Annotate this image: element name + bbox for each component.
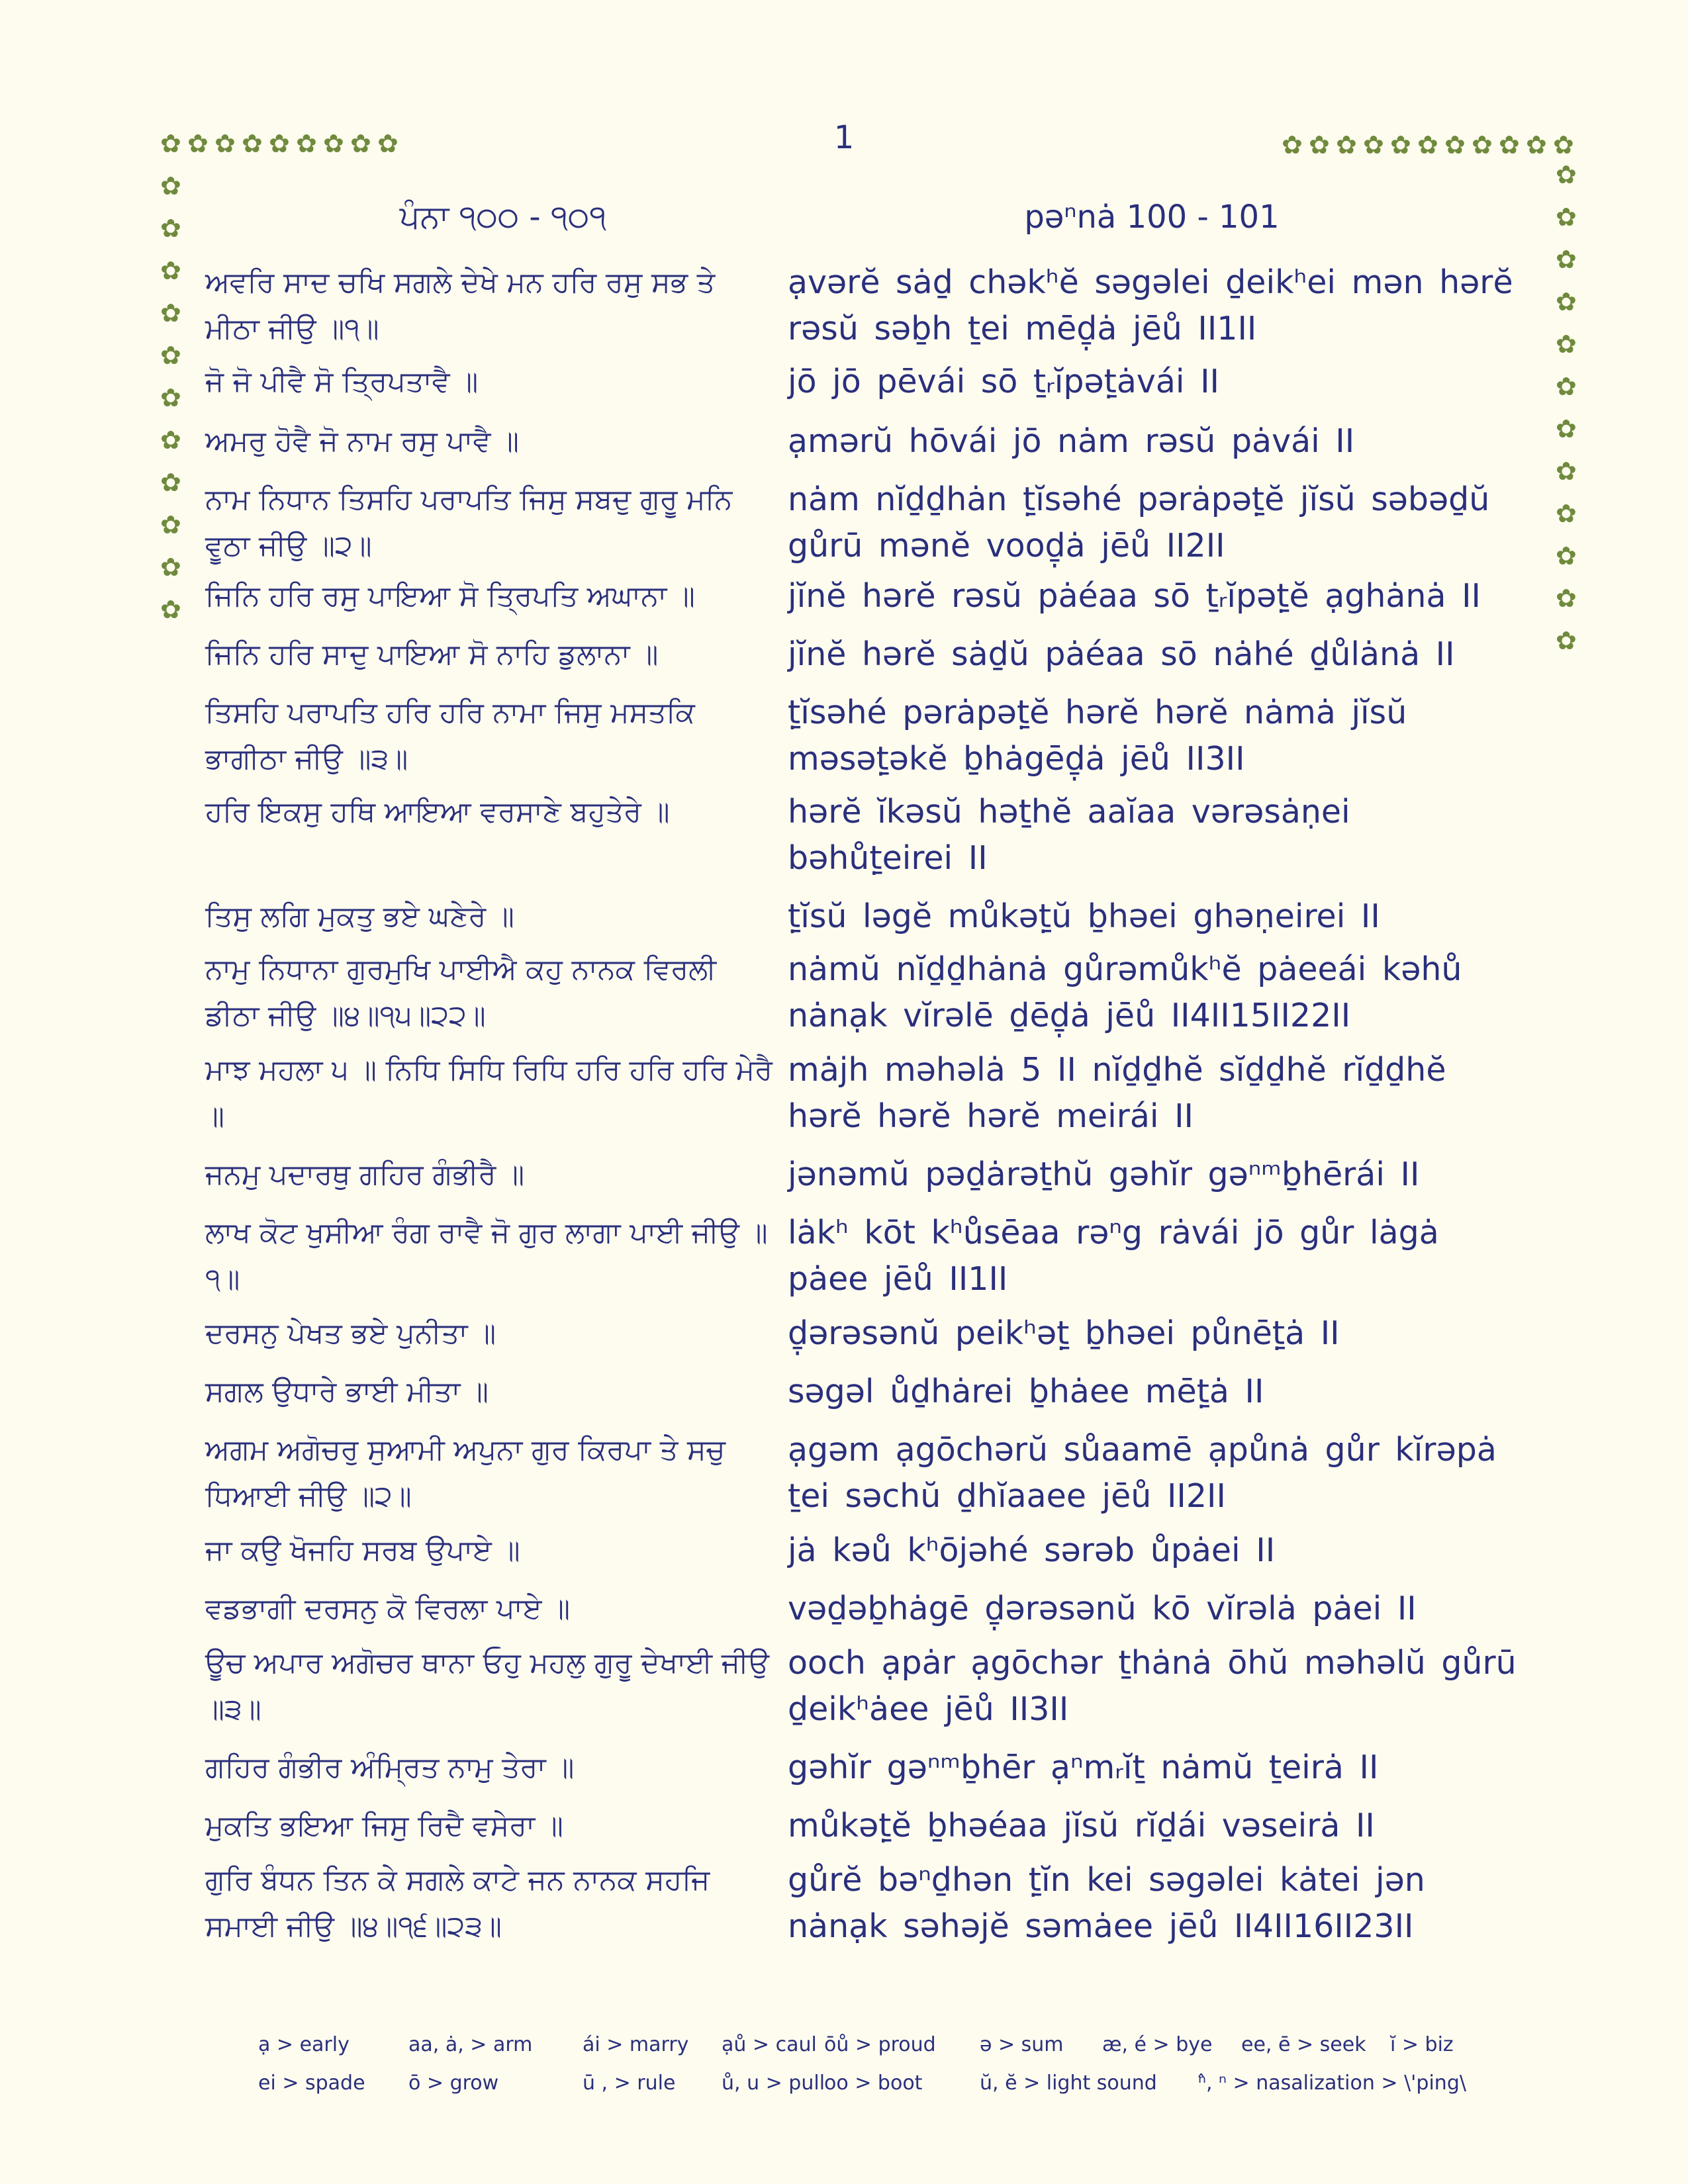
legend-item: ō > grow <box>408 2071 499 2095</box>
gurmukhi-line: ਅਗਮ ਅਗੋਚਰੁ ਸੁਆਮੀ ਅਪੁਨਾ ਗੁਰ ਕਿਰਪਾ ਤੇ ਸਚੁ ਧਿਆਈ ਜੀਉ ॥੨॥ <box>205 1433 726 1513</box>
flower-ornament-icon: ✿ <box>1556 160 1577 189</box>
flower-ornament-icon: ✿ <box>269 129 290 158</box>
transliteration-line: jō jō pēvái sō ṯᵣĭpəṯ̣ȧvái II <box>788 363 1219 400</box>
verse-table <box>205 259 1523 1958</box>
flower-ornament-icon: ✿ <box>160 553 181 582</box>
verse-row <box>205 893 1523 940</box>
flower-ornament-icon: ✿ <box>160 383 181 412</box>
gurmukhi-line: ਗਹਿਰ ਗੰਭੀਰ ਅੰਮ੍ਰਿਤ ਨਾਮੁ ਤੇਰਾ ॥ <box>205 1751 575 1784</box>
transliteration-line: gəhĭr gəⁿᵐḇhēr ạⁿmᵣĭṯ nȧmŭ ṯeirȧ II <box>788 1749 1379 1786</box>
flower-ornament-icon: ✿ <box>160 256 181 285</box>
transliteration-line: ṯ̣ĭsəhé pərȧpəṯ̣ĕ hərĕ hərĕ nȧmȧ jĭsŭ məsəṯ̣əkĕ ḇhȧgēḏ̣ȧ jēů II3II <box>788 694 1407 778</box>
gurmukhi-line: ਸਗਲ ਉਧਾਰੇ ਭਾਈ ਮੀਤਾ ॥ <box>205 1375 489 1408</box>
verse-row <box>205 1047 1523 1140</box>
flower-ornament-icon: ✿ <box>1556 414 1577 443</box>
verse-row <box>205 946 1523 1039</box>
flower-ornament-icon: ✿ <box>160 510 181 539</box>
transliteration-line: jȧ kəů kʰōjəhé sərəb ůpȧei II <box>788 1531 1276 1569</box>
verse-row <box>205 359 1523 405</box>
legend-item: ə > sum <box>980 2033 1064 2056</box>
gurmukhi-line: ਊਚ ਅਪਾਰ ਅਗੋਚਰ ਥਾਨਾ ਓਹੁ ਮਹਲੁ ਗੁਰੂ ਦੇਖਾਈ ਜੀਉ ॥੩॥ <box>205 1647 769 1726</box>
flower-ornament-icon: ✿ <box>160 214 181 243</box>
gurmukhi-line: ਮੁਕਤਿ ਭਇਆ ਜਿਸੁ ਰਿਦੈ ਵਸੇਰਾ ॥ <box>205 1809 563 1843</box>
flower-ornament-icon: ✿ <box>1556 541 1577 570</box>
verse-row <box>205 477 1523 569</box>
flower-ornament-icon: ✿ <box>296 129 317 158</box>
transliteration-line: nȧmŭ nĭḏḏhȧnȧ gůrəmůkʰĕ pȧeeái kəhů nȧnạk vĭrəlē ḏēḏ̣ȧ jēů II4II15II22II <box>788 950 1462 1034</box>
header-gurmukhi: ਪੰਨਾ ੧੦੦ - ੧੦੧ <box>399 199 607 236</box>
flower-ornament-icon: ✿ <box>1526 130 1547 159</box>
gurmukhi-line: ਗੁਰਿ ਬੰਧਨ ਤਿਨ ਕੇ ਸਗਲੇ ਕਾਟੇ ਜਨ ਨਾਨਕ ਸਹਜਿ ਸਮਾਈ ਜੀਉ ॥੪॥੧੬॥੨੩॥ <box>205 1864 710 1943</box>
page-number: 1 <box>833 119 855 156</box>
flower-ornament-icon: ✿ <box>160 426 181 455</box>
gurmukhi-line: ਮਾਝ ਮਹਲਾ ੫ ॥ ਨਿਧਿ ਸਿਧਿ ਰਿਧਿ ਹਰਿ ਹਰਿ ਹਰਿ ਮੇਰੈ ॥ <box>205 1054 773 1133</box>
transliteration-line: vəḏəḇhȧgē ḏ̣ərəsənŭ kō vĭrəlȧ pȧei II <box>788 1590 1417 1627</box>
flower-ornament-icon: ✿ <box>377 129 399 158</box>
flower-ornament-icon: ✿ <box>242 129 263 158</box>
verse-row <box>205 259 1523 352</box>
legend-item: aa, ȧ, > arm <box>408 2033 533 2056</box>
transliteration-line: jənəmŭ pəḏȧrəṯhŭ gəhĭr gəⁿᵐḇhērái II <box>788 1156 1420 1193</box>
flower-ornament-icon: ✿ <box>160 595 181 624</box>
flower-ornament-icon: ✿ <box>1556 499 1577 528</box>
flower-ornament-icon: ✿ <box>1282 130 1303 159</box>
legend-item: oo > boot <box>824 2071 923 2095</box>
legend-item: ĭ > biz <box>1390 2033 1454 2056</box>
verse-row <box>205 1310 1523 1357</box>
transliteration-line: ạmərŭ hōvái jō nȧm rəsŭ pȧvái II <box>788 422 1355 460</box>
flower-ornament-icon: ✿ <box>160 298 181 328</box>
legend-item: ⁿ̂, ⁿ > nasalization > \'ping\ <box>1198 2071 1466 2095</box>
flower-ornament-icon: ✿ <box>1336 130 1357 159</box>
gurmukhi-line: ਤਿਸਹਿ ਪਰਾਪਤਿ ਹਰਿ ਹਰਿ ਨਾਮਾ ਜਿਸੁ ਮਸਤਕਿ ਭਾਗੀਠਾ ਜੀਉ ॥੩॥ <box>205 696 695 776</box>
transliteration-line: ạvərĕ sȧḏ chəkʰĕ səgəlei ḏeikʰei mən hərĕ rəsŭ səḇh ṯei mēḏ̣ȧ jēů II1II <box>788 263 1513 347</box>
verse-row <box>205 789 1523 882</box>
verse-row <box>205 1640 1523 1733</box>
flower-ornament-icon: ✿ <box>1390 130 1411 159</box>
gurmukhi-line: ਜਿਨਿ ਹਰਿ ਸਾਦੁ ਪਾਇਆ ਸੋ ਨਾਹਿ ਡੁਲਾਨਾ ॥ <box>205 638 659 671</box>
transliteration-line: jĭnĕ hərĕ sȧḏŭ pȧéaa sō nȧhé ḏůlȧnȧ II <box>788 635 1455 673</box>
legend-item: ōů > proud <box>824 2033 936 2056</box>
verse-row <box>205 1210 1523 1302</box>
flower-ornament-icon: ✿ <box>1556 245 1577 274</box>
legend-item: æ, é > bye <box>1102 2033 1213 2056</box>
transliteration-line: ṯ̣ĭsŭ ləgĕ můkəṯ̣ŭ ḇhəei ghəṇeirei II <box>788 897 1380 935</box>
transliteration-line: səgəl ůḏhȧrei ḇhȧee mēṯ̣ȧ II <box>788 1373 1264 1410</box>
gurmukhi-line: ਹਰਿ ਇਕਸੁ ਹਥਿ ਆਇਆ ਵਰਸਾਣੇ ਬਹੁਤੇਰੇ ॥ <box>205 796 670 829</box>
flower-ornament-icon: ✿ <box>350 129 371 158</box>
legend-item: ū , > rule <box>583 2071 676 2095</box>
flower-ornament-icon: ✿ <box>1309 130 1330 159</box>
flower-ornament-icon: ✿ <box>1472 130 1493 159</box>
gurmukhi-line: ਜੋ ਜੋ ਪੀਵੈ ਸੋ ਤ੍ਰਿਪਤਾਵੈ ॥ <box>205 365 479 398</box>
flower-ornament-icon: ✿ <box>187 129 209 158</box>
transliteration-line: jĭnĕ hərĕ rəsŭ pȧéaa sō ṯᵣĭpəṯ̣ĕ ạghȧnȧ II <box>788 577 1481 615</box>
verse-row <box>205 1803 1523 1849</box>
gurmukhi-line: ਜਨਮੁ ਪਦਾਰਥੁ ਗਹਿਰ ਗੰਭੀਰੈ ॥ <box>205 1158 525 1191</box>
flower-ornament-icon: ✿ <box>1556 287 1577 316</box>
flower-ornament-icon: ✿ <box>160 341 181 370</box>
transliteration-line: hərĕ ĭkəsŭ həṯhĕ aaĭaa vərəsȧṇei bəhůṯ̣eirei II <box>788 793 1350 877</box>
header-transliteration: pəⁿnȧ 100 - 101 <box>1024 199 1280 236</box>
verse-row <box>205 631 1523 678</box>
flower-ornament-icon: ✿ <box>1556 372 1577 401</box>
gurmukhi-line: ਨਾਮੁ ਨਿਧਾਨਾ ਗੁਰਮੁਖਿ ਪਾਈਐ ਕਹੁ ਨਾਨਕ ਵਿਰਲੀ ਡੀਠਾ ਜੀਉ ॥੪॥੧੫॥੨੨॥ <box>205 953 717 1032</box>
verse-row <box>205 1586 1523 1632</box>
flower-ornament-icon: ✿ <box>1556 203 1577 232</box>
gurmukhi-line: ਦਰਸਨੁ ਪੇਖਤ ਭਏ ਪੁਨੀਤਾ ॥ <box>205 1317 496 1350</box>
gurmukhi-line: ਵਡਭਾਗੀ ਦਰਸਨੁ ਕੋ ਵਿਰਲਾ ਪਾਏ ॥ <box>205 1592 571 1625</box>
verse-row <box>205 1745 1523 1791</box>
transliteration-line: lȧkʰ kōt kʰůsēaa rəⁿg rȧvái jō gůr lȧgȧ pȧee jēů II1II <box>788 1214 1439 1298</box>
flower-ornament-icon: ✿ <box>160 468 181 497</box>
verse-row <box>205 418 1523 465</box>
legend-item: ạ > early <box>258 2033 350 2056</box>
gurmukhi-line: ਨਾਮ ਨਿਧਾਨ ਤਿਸਹਿ ਪਰਾਪਤਿ ਜਿਸੁ ਸਬਦੁ ਗੁਰੂ ਮਨਿ ਵੂਠਾ ਜੀਉ ॥੨॥ <box>205 483 733 563</box>
verse-row <box>205 1427 1523 1520</box>
flower-ornament-icon: ✿ <box>323 129 344 158</box>
legend-item: ạů > caul <box>722 2033 817 2056</box>
gurmukhi-line: ਤਿਸੁ ਲਗਿ ਮੁਕਤੁ ਭਏ ਘਣੇਰੇ ॥ <box>205 900 514 933</box>
legend-item: ŭ, ĕ > light sound <box>980 2071 1157 2095</box>
legend-item: ee, ē > seek <box>1241 2033 1366 2056</box>
flower-ornament-icon: ✿ <box>160 129 181 158</box>
flower-ornament-icon: ✿ <box>1556 626 1577 655</box>
flower-ornament-icon: ✿ <box>1556 584 1577 613</box>
transliteration-line: ḏ̣ərəsənŭ peikʰəṯ̣ ḇhəei půnēṯ̣ȧ II <box>788 1314 1340 1352</box>
verse-row <box>205 1369 1523 1415</box>
flower-ornament-icon: ✿ <box>1417 130 1438 159</box>
flower-ornament-icon: ✿ <box>1556 330 1577 359</box>
gurmukhi-line: ਜਿਨਿ ਹਰਿ ਰਸੁ ਪਾਇਆ ਸੋ ਤ੍ਰਿਪਤਿ ਅਘਾਨਾ ॥ <box>205 580 695 613</box>
verse-row <box>205 1857 1523 1950</box>
flower-ornament-icon: ✿ <box>160 171 181 201</box>
gurmukhi-line: ਅਮਰੁ ਹੋਵੈ ਜੋ ਨਾਮ ਰਸੁ ਪਾਵੈ ॥ <box>205 425 520 458</box>
flower-ornament-icon: ✿ <box>1363 130 1384 159</box>
verse-row <box>205 690 1523 782</box>
transliteration-line: mȧjh məhəlȧ 5 II nĭḏḏhĕ sĭḏḏhĕ rĭḏḏhĕ hərĕ hərĕ hərĕ meirái II <box>788 1051 1446 1135</box>
transliteration-line: ooch ạpȧr ạgōchər ṯhȧnȧ ōhŭ məhəlŭ gůrū ḏeikʰȧee jēů II3II <box>788 1644 1517 1728</box>
gurmukhi-line: ਲਾਖ ਕੋਟ ਖੁਸੀਆ ਰੰਗ ਰਾਵੈ ਜੋ ਗੁਰ ਲਾਗਾ ਪਾਈ ਜੀਉ ॥੧॥ <box>205 1216 768 1296</box>
flower-ornament-icon: ✿ <box>214 129 236 158</box>
transliteration-line: můkəṯ̣ĕ ḇhəéaa jĭsŭ rĭḏái vəseirȧ II <box>788 1807 1375 1844</box>
legend-item: ái > marry <box>583 2033 689 2056</box>
verse-row <box>205 573 1523 619</box>
transliteration-line: nȧm nĭḏḏhȧn ṯ̣ĭsəhé pərȧpəṯ̣ĕ jĭsŭ səbəḏŭ gůrū mənĕ vooḏ̣ȧ jēů II2II <box>788 480 1490 565</box>
transliteration-line: ạgəm ạgōchərŭ sůaamē ạpůnȧ gůr kĭrəpȧ ṯei səchŭ ḏhĭaaee jēů II2II <box>788 1431 1497 1515</box>
legend-item: ů, u > pull <box>722 2071 825 2095</box>
gurmukhi-line: ਜਾ ਕਉ ਖੋਜਹਿ ਸਰਬ ਉਪਾਏ ॥ <box>205 1534 520 1567</box>
flower-ornament-icon: ✿ <box>1556 457 1577 486</box>
flower-ornament-icon: ✿ <box>1553 130 1574 159</box>
flower-ornament-icon: ✿ <box>1444 130 1466 159</box>
verse-row <box>205 1527 1523 1574</box>
flower-ornament-icon: ✿ <box>1499 130 1520 159</box>
gurmukhi-line: ਅਵਰਿ ਸਾਦ ਚਖਿ ਸਗਲੇ ਦੇਖੇ ਮਨ ਹਰਿ ਰਸੁ ਸਭ ਤੇ ਮੀਠਾ ਜੀਉ ॥੧॥ <box>205 266 716 345</box>
legend-item: ei > spade <box>258 2071 365 2095</box>
verse-row <box>205 1152 1523 1198</box>
transliteration-line: gůrĕ bəⁿḏhən ṯ̣ĭn kei səgəlei kȧtei jən nȧnạk səhəjĕ səmȧee jēů II4II16II23II <box>788 1861 1425 1945</box>
